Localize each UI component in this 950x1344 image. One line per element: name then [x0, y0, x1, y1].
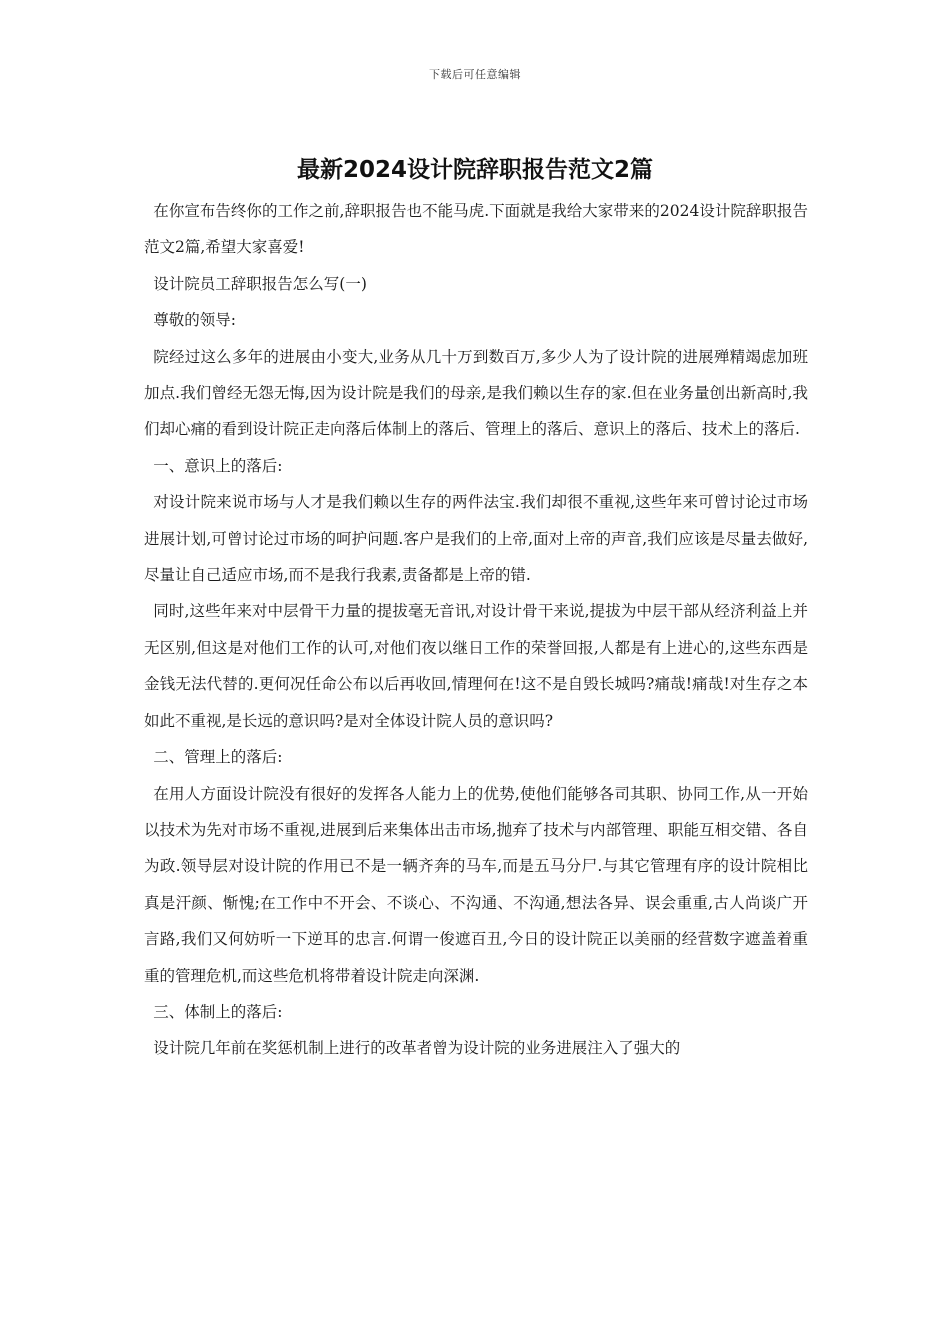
body-paragraph: 在用人方面设计院没有很好的发挥各人能力上的优势,使他们能够各司其职、协同工作,从一开始以技术为先对市场不重视,进展到后来集体出击市场,抛弃了技术与内部管理、职能互相交错、各自为政.领导层对设计院的作用已不是一辆齐奔的马车,而是五马分尸.与其它管理有序的设计院相比真是汗颜、惭愧;在工作中不开会、不谈心、不沟通、不沟通,想法各异、误会重重,古人尚谈广开言路,我们又何妨听一下逆耳的忠言.何谓一俊遮百丑,今日的设计院正以美丽的经营数字遮盖着重重的管理危机,而这些危机将带着设计院走向深渊.: [144, 784, 808, 985]
document-body: [144, 193, 808, 1067]
section-heading-part-one: 设计院员工辞职报告怎么写(一): [153, 274, 367, 293]
body-paragraph: 同时,这些年来对中层骨干力量的提拔毫无音讯,对设计骨干来说,提拔为中层干部从经济利益上并无区别,但这是对他们工作的认可,对他们夜以继日工作的荣誉回报,人都是有上进心的,这些东西是金钱无法代替的.更何况任命公布以后再收回,情理何在!这不是自毁长城吗?痛哉!痛哉!对生存之本如此不重视,是长远的意识吗?是对全体设计院人员的意识吗?: [144, 602, 808, 730]
document-title: 最新2024设计院辞职报告范文2篇: [296, 157, 654, 183]
subheading-management: 二、管理上的落后:: [153, 748, 283, 767]
intro-paragraph: 在你宣布告终你的工作之前,辞职报告也不能马虎.下面就是我给大家带来的2024设计院辞职报告范文2篇,希望大家喜爱!: [144, 202, 808, 257]
body-paragraph: 对设计院来说市场与人才是我们赖以生存的两件法宝.我们却很不重视,这些年来可曾讨论过市场进展计划,可曾讨论过市场的呵护问题.客户是我们的上帝,面对上帝的声音,我们应该是尽量去做好,尽量让自己适应市场,而不是我行我素,责备都是上帝的错.: [144, 493, 808, 585]
body-paragraph: 院经过这么多年的进展由小变大,业务从几十万到数百万,多少人为了设计院的进展殚精竭虑加班加点.我们曾经无怨无悔,因为设计院是我们的母亲,是我们赖以生存的家.但在业务量创出新高时,我们却心痛的看到设计院正走向落后体制上的落后、管理上的落后、意识上的落后、技术上的落后.: [144, 347, 808, 439]
body-paragraph: 设计院几年前在奖惩机制上进行的改革者曾为设计院的业务进展注入了强大的: [153, 1039, 681, 1058]
page-header-note: 下载后可任意编辑: [429, 68, 521, 81]
subheading-awareness: 一、意识上的落后:: [153, 456, 283, 475]
salutation: 尊敬的领导:: [153, 311, 237, 330]
subheading-system: 三、体制上的落后:: [153, 1002, 283, 1021]
